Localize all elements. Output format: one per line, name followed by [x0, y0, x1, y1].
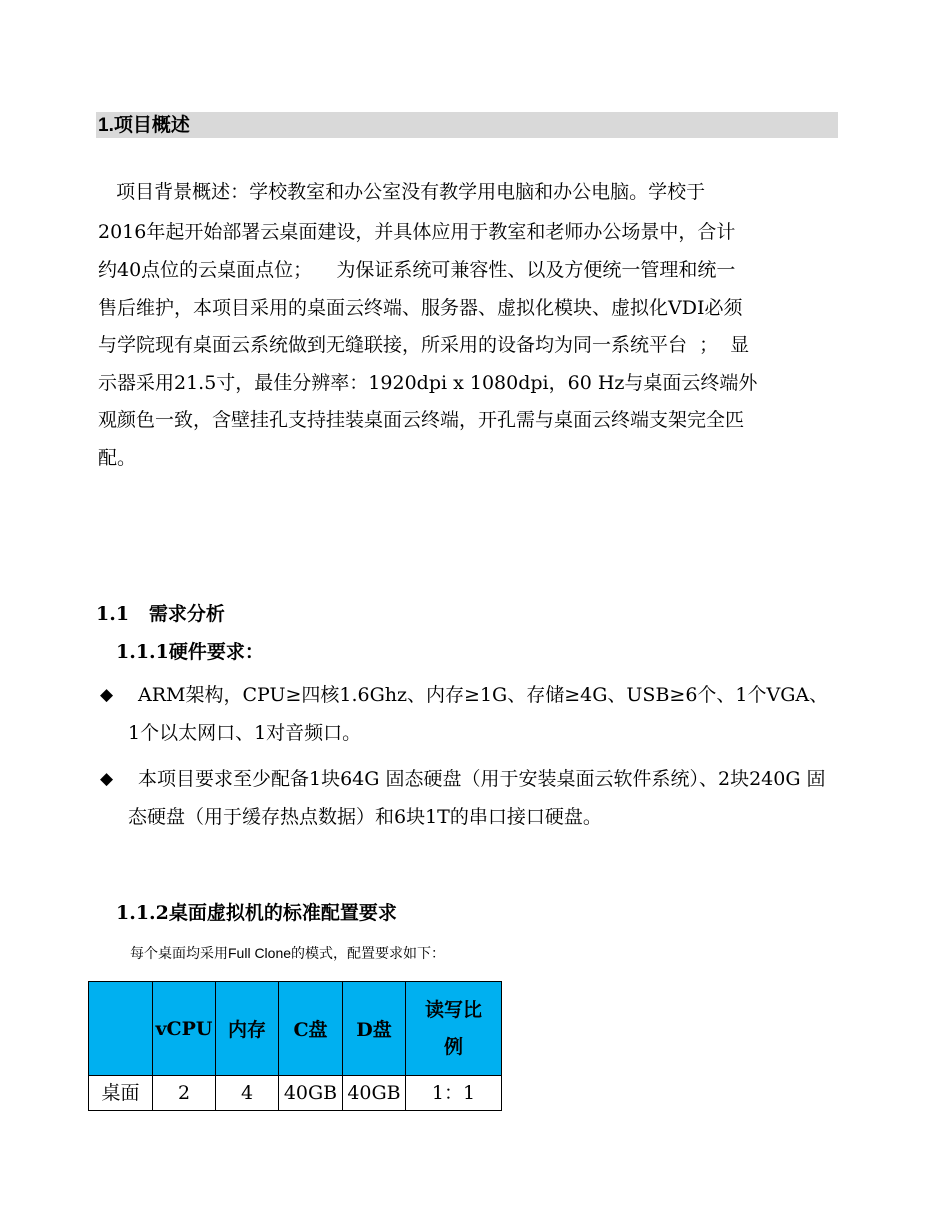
vm-config-table [88, 981, 502, 1111]
table-row [89, 1076, 502, 1111]
table-cell: 2 [153, 1076, 216, 1111]
table-cell: 40GB [279, 1076, 343, 1111]
table-caption: 每个桌面均采用Full Clone的模式，配置要求如下： [130, 945, 446, 961]
table-header-cell: D盘 [343, 982, 406, 1076]
list-item-text: ARM架构，CPU≥四核1.6Ghz、内存≥1G、存储≥4G、USB≥6个、1个VGA、1个以太网口、1对音频口。 [128, 684, 829, 744]
table-header-row [89, 982, 502, 1076]
background-paragraph-line: 配。 [98, 447, 137, 469]
background-paragraph-line: 2016年起开始部署云桌面建设，并具体应用于教室和老师办公场景中，合计 [98, 221, 736, 243]
table-cell: 1：1 [406, 1076, 502, 1111]
diamond-bullet-icon: ◆ [100, 685, 114, 705]
section-heading-bar [96, 112, 838, 138]
subsection-title: 1.1 需求分析 [96, 603, 225, 625]
table-header-text: 读写比例 [424, 998, 482, 1058]
table-cell: 40GB [343, 1076, 406, 1111]
list-item-text: 本项目要求至少配备1块64G 固态硬盘（用于安装桌面云软件系统）、2块240G 固态硬盘（用于缓存热点数据）和6块1T的串口接口硬盘。 [128, 768, 826, 828]
background-paragraph-line: 示器采用21.5寸，最佳分辨率：1920dpi x 1080dpi，60 Hz与桌面云终端外 [98, 372, 758, 394]
section-title: 1.项目概述 [98, 115, 190, 136]
background-paragraph-line: 约40点位的云桌面点位； 为保证系统可兼容性、以及方便统一管理和统一 [98, 259, 736, 281]
table-header-cell: vCPU [153, 982, 216, 1076]
background-paragraph-line: 售后维护，本项目采用的桌面云终端、服务器、虚拟化模块、虚拟化VDI必须 [98, 297, 743, 319]
background-paragraph-line: 观颜色一致，含壁挂孔支持挂装桌面云终端，开孔需与桌面云终端支架完全匹 [98, 409, 745, 431]
background-paragraph-line: 与学院现有桌面云系统做到无缝联接，所采用的设备均为同一系统平台 ； 显 [98, 334, 750, 356]
table-header-cell [406, 982, 502, 1076]
list-item [100, 676, 840, 752]
table-header-cell: 内存 [216, 982, 279, 1076]
hardware-requirements-title: 1.1.1硬件要求： [116, 641, 264, 663]
list-item [100, 760, 840, 836]
table-cell: 桌面 [89, 1076, 153, 1111]
table-header-cell: C盘 [279, 982, 343, 1076]
table-cell: 4 [216, 1076, 279, 1111]
table-header-cell [89, 982, 153, 1076]
diamond-bullet-icon: ◆ [100, 769, 114, 789]
background-paragraph-line: 项目背景概述：学校教室和办公室没有教学用电脑和办公电脑。学校于 [98, 181, 706, 203]
vm-config-title: 1.1.2桌面虚拟机的标准配置要求 [116, 902, 397, 924]
